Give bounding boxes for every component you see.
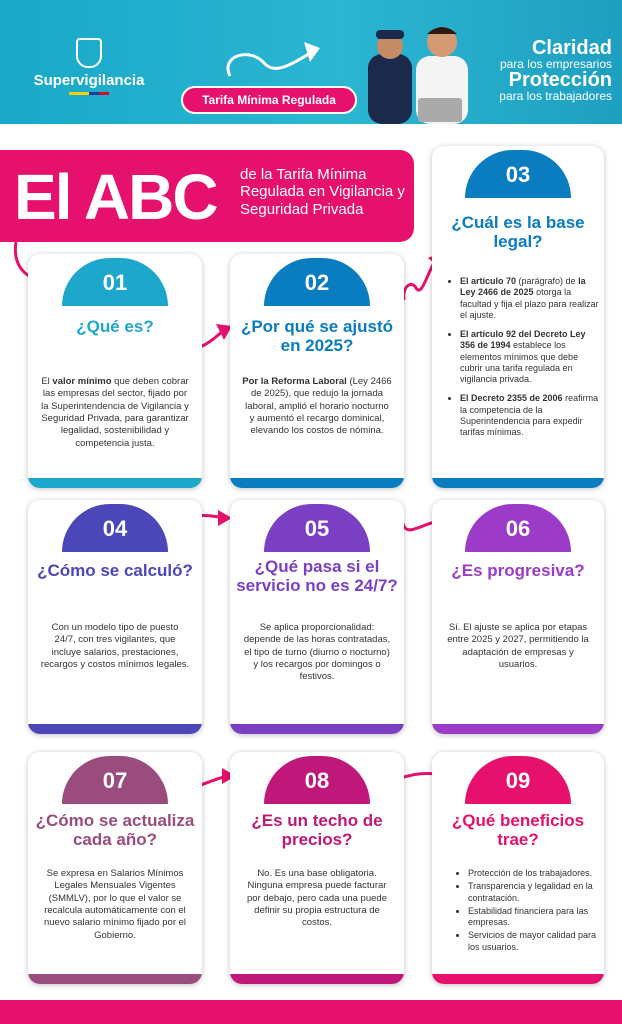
card-05	[230, 500, 404, 734]
claim-big-2: Protección	[508, 69, 612, 91]
card-text: Se expresa en Salarios Mínimos Legales Mensuales Vigentes (SMMLV), por lo que el valor se recalcula automáticamente con el nuevo salario mínimo fijado por el Gobierno.	[43, 868, 187, 941]
card-bar	[432, 724, 604, 734]
card-text: Con un modelo tipo de puesto 24/7, con tres vigilantes, que incluye salarios, prestaciones, recargos y costos mínimos legales.	[40, 622, 190, 671]
card-question: ¿Cómo se actualiza cada año?	[35, 811, 195, 849]
card-text: Sí. El ajuste se aplica por etapas entre 2025 y 2027, permitiendo la adaptación de empresas y usuarios.	[447, 622, 589, 671]
card-text: No. Es una base obligatoria. Ninguna empresa puede facturar por debajo, pero cada una puede definir su propia estructura de costos.	[247, 868, 387, 929]
people-illustration	[360, 20, 480, 124]
card-question: ¿Es progresiva?	[451, 561, 585, 580]
card-09	[432, 752, 604, 984]
flag-stripe	[69, 92, 109, 95]
footer-bar	[0, 1000, 622, 1024]
card-06	[432, 500, 604, 734]
card-text: Por la Reforma Laboral (Ley 2466 de 2025), que redujo la jornada laboral, amplió el horario nocturno y aumentó el recargo dominical, elevando los costos de nómina.	[242, 376, 392, 437]
card-number: 07	[62, 756, 168, 804]
list-item: • El artículo 70 (parágrafo) de la Ley 2466 de 2025 otorga la facultad y fija el plazo para realizar el ajuste.	[460, 276, 602, 321]
logo	[24, 38, 154, 95]
claim-small-2: para los trabajadores	[499, 89, 612, 103]
card-bar	[432, 974, 604, 984]
card-text: El valor mínimo que deben cobrar las empresas del sector, fijado por la Superintendencia de Vigilancia y Seguridad Privada, para garantizar legalidad, sostenibilidad y competencia justa.	[41, 376, 189, 449]
shield-icon	[76, 38, 102, 68]
list-item: • Transparencia y legalidad en la contratación.	[468, 881, 604, 904]
card-question: ¿Es un techo de precios?	[251, 811, 383, 849]
card-08	[230, 752, 404, 984]
card-04	[28, 500, 202, 734]
card-text: Se aplica proporcionalidad: depende de las horas contratadas, el tipo de turno (diurno o nocturno) y los recargos por domingos o festivos.	[243, 622, 391, 683]
card-question: ¿Qué es?	[76, 317, 154, 336]
brand-name: Supervigilancia	[33, 72, 145, 89]
header-banner	[0, 0, 622, 124]
page-title: El ABC	[14, 161, 217, 233]
claim-small-1: para los empresarios	[499, 57, 612, 71]
arrow-icon	[220, 36, 330, 86]
card-02	[230, 254, 404, 488]
list-item: • Servicios de mayor calidad para los usuarios.	[468, 930, 604, 953]
card-07	[28, 752, 202, 984]
card-number: 08	[264, 756, 370, 804]
card-03	[432, 146, 604, 488]
card-question: ¿Cuál es la base legal?	[451, 213, 585, 251]
list-item: • El artículo 92 del Decreto Ley 356 de 1994 establece los elementos mínimos que debe cubrir una tarifa regulada en vigilancia privada.	[460, 329, 602, 385]
card-question: ¿Cómo se calculó?	[37, 561, 193, 580]
list-item: • Estabilidad financiera para las empresas.	[468, 906, 604, 929]
claim-text	[499, 38, 612, 102]
benefits-list	[454, 868, 604, 955]
card-bar	[230, 974, 404, 984]
card-bar	[230, 478, 404, 488]
card-number: 01	[62, 258, 168, 306]
card-question: ¿Qué pasa si el servicio no es 24/7?	[236, 557, 398, 595]
card-number: 05	[264, 504, 370, 552]
legal-list	[446, 276, 602, 446]
card-question: ¿Por qué se ajustó en 2025?	[240, 317, 394, 355]
card-number: 02	[264, 258, 370, 306]
card-number: 04	[62, 504, 168, 552]
list-item: • Protección de los trabajadores.	[468, 868, 604, 879]
card-question: ¿Qué beneficios trae?	[451, 811, 585, 849]
card-number: 09	[465, 756, 571, 804]
card-bar	[230, 724, 404, 734]
tarifa-pill: Tarifa Mínima Regulada	[181, 86, 357, 114]
list-item: • El Decreto 2355 de 2006 reafirma la competencia de la Superintendencia para expedir tarifas mínimas.	[460, 393, 602, 438]
card-number: 03	[465, 150, 571, 198]
page-subtitle: de la Tarifa Mínima Regulada en Vigilancia y Seguridad Privada	[240, 166, 405, 218]
card-bar	[28, 974, 202, 984]
card-bar	[28, 478, 202, 488]
card-bar	[432, 478, 604, 488]
card-number: 06	[465, 504, 571, 552]
card-01	[28, 254, 202, 488]
claim-big-1: Claridad	[531, 37, 612, 59]
card-bar	[28, 724, 202, 734]
